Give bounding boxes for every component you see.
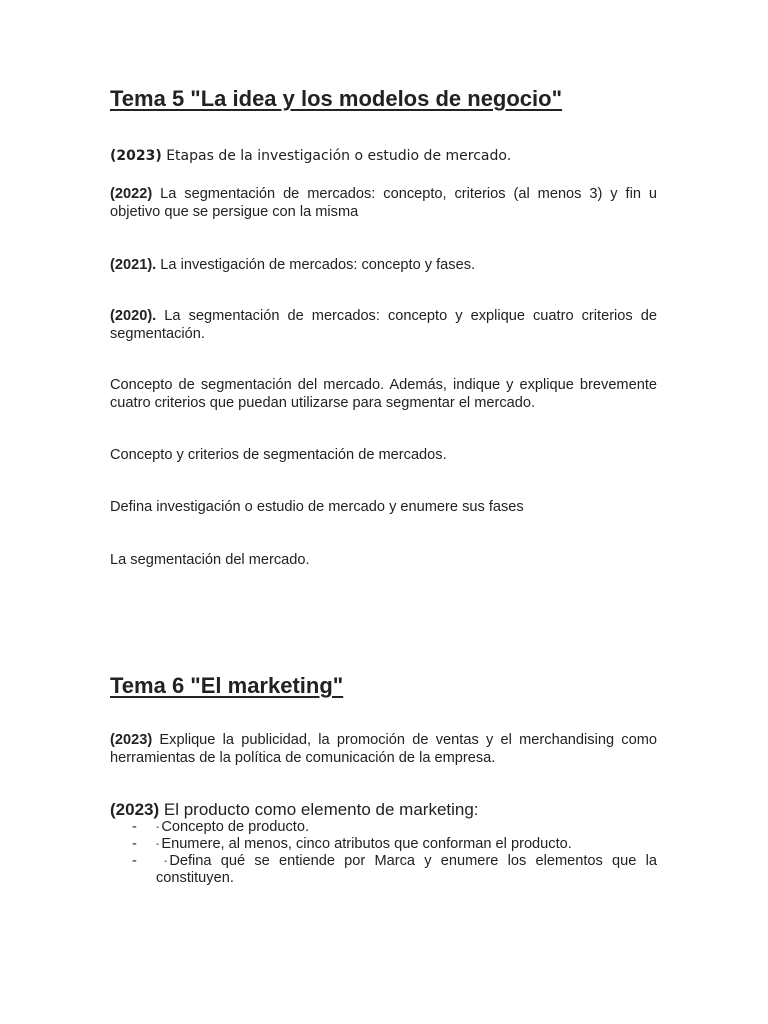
list-mini-dash: - [164,856,168,867]
question-text: La segmentación de mercados: concepto y explique cuatro criterios de segmentación. [110,308,657,342]
list-item-text: Enumere, al menos, cinco atributos que conforman el producto. [161,836,572,852]
list-dash: - [132,853,137,869]
question-text: Etapas de la investigación o estudio de mercado. [161,148,512,164]
tema5-question-4 [110,307,657,343]
list-mini-dash: - [156,822,160,833]
tema5-question-7: Defina investigación o estudio de mercado y enumere sus fases [110,499,524,515]
question-year: (2023) [110,148,162,164]
tema5-title: Tema 5 "La idea y los modelos de negocio" [110,86,563,111]
list-item [110,819,657,836]
tema5-question-5: Concepto de segmentación del mercado. Además, indique y explique brevemente cuatro criterios que puedan utilizarse para segmentar el mercado. [110,377,657,411]
question-year: (2020). [110,308,157,324]
tema6-question-1 [110,731,657,767]
list-dash: - [132,836,137,852]
product-subitems [110,819,657,887]
tema5-question-3 [110,256,657,274]
question-text: Explique la publicidad, la promoción de ventas y el merchandising como herramientas de la política de comunicación de la empresa. [110,732,657,766]
list-item [110,836,657,853]
question-text: El producto como elemento de marketing: [159,800,479,819]
question-year: (2022) [110,186,153,202]
question-text: La investigación de mercados: concepto y fases. [156,257,476,273]
question-year: (2023) [110,732,153,748]
tema6-question-2 [110,800,657,820]
list-item-text: Defina qué se entiende por Marca y enumere los elementos que la constituyen. [156,853,657,886]
tema5-question-6: Concepto y criterios de segmentación de mercados. [110,447,447,463]
list-dash: - [132,819,137,835]
question-text: La segmentación de mercados: concepto, criterios (al menos 3) y fin u objetivo que se persigue con la misma [110,186,657,220]
tema5-question-8: La segmentación del mercado. [110,552,310,568]
tema5-question-2 [110,185,657,221]
tema6-title: Tema 6 "El marketing" [110,673,344,698]
list-item-text: Concepto de producto. [161,819,310,835]
question-year: (2021). [110,257,157,273]
list-mini-dash: - [156,839,160,850]
list-item [110,853,657,887]
tema5-question-1 [110,147,657,165]
question-year: (2023) [110,800,160,819]
